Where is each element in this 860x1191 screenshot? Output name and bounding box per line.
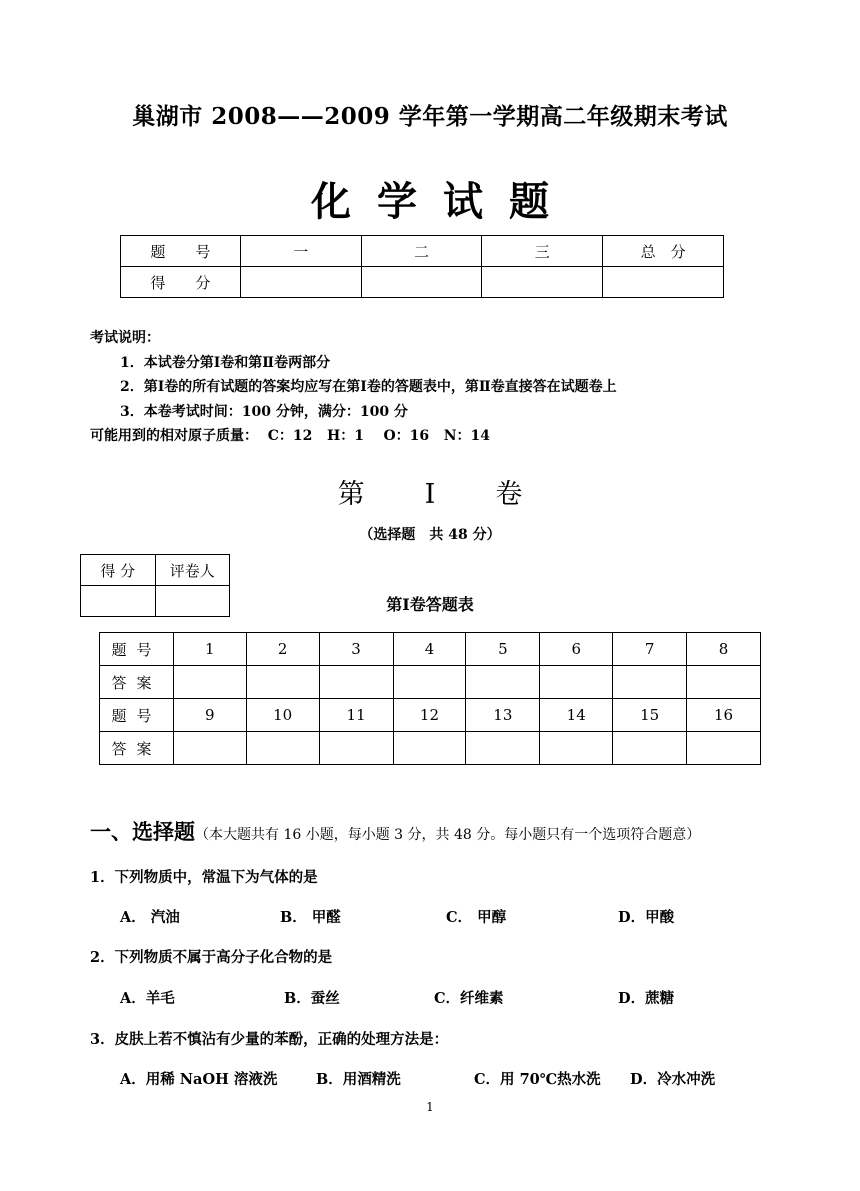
question-number-row (100, 699, 761, 732)
score-table-header-row (121, 236, 724, 267)
answer-cell[interactable] (540, 732, 613, 765)
note-item-2: 2．第Ⅰ卷的所有试题的答案均应写在第Ⅰ卷的答题表中，第Ⅱ卷直接答在试题卷上 (120, 379, 617, 395)
question-number-label: 题号 (100, 699, 174, 732)
score-cell-part-2[interactable] (361, 267, 482, 298)
score-header-part-2: 二 (361, 236, 482, 267)
note-item-3: 3．本卷考试时间：100 分钟，满分：100 分 (120, 403, 408, 420)
question-2-option-c[interactable]: C．纤维素 (434, 990, 504, 1007)
note-item-1: 1．本试卷分第Ⅰ卷和第Ⅱ卷两部分 (120, 354, 331, 371)
part-title-suffix: 卷 (495, 479, 523, 510)
part-title-numeral: I (424, 479, 436, 510)
question-number: 1 (173, 633, 246, 666)
atomic-mass-note: 可能用到的相对原子质量： C：12 H：1 O：16 N：14 (90, 428, 491, 444)
section-one-title: 一、选择题 (90, 820, 195, 844)
answer-cell[interactable] (613, 666, 687, 699)
score-cell-part-1[interactable] (240, 267, 361, 298)
question-number-label: 题号 (100, 633, 174, 666)
question-number: 13 (466, 699, 540, 732)
exam-title: 巢湖市 2008——2009 学年第一学期高二年级期末考试 (132, 103, 728, 130)
score-row-label: 得 分 (121, 267, 241, 298)
answer-cell[interactable] (173, 666, 246, 699)
section-one-note: （本大题共有 16 小题，每小题 3 分，共 48 分。每小题只有一个选项符合题意） (195, 827, 701, 843)
question-3-stem: 3．皮肤上若不慎沾有少量的苯酚，正确的处理方法是： (90, 1031, 449, 1048)
question-number: 10 (246, 699, 319, 732)
answer-cell[interactable] (246, 666, 319, 699)
notes-heading: 考试说明： (90, 330, 160, 346)
answer-cell[interactable] (687, 666, 761, 699)
part-title-prefix: 第 (337, 479, 365, 510)
question-1-option-d[interactable]: D．甲酸 (618, 909, 675, 926)
answer-table-title: 第Ⅰ卷答题表 (386, 595, 474, 614)
question-number: 3 (319, 633, 393, 666)
question-number: 15 (613, 699, 687, 732)
question-number: 7 (613, 633, 687, 666)
part-one-title (0, 472, 860, 511)
question-2-option-d[interactable]: D．蔗糖 (618, 990, 675, 1007)
score-table (120, 235, 724, 298)
part-one-subtitle: （选择题 共 48 分） (359, 527, 501, 543)
subject-title: 化学试题 (311, 178, 575, 225)
question-number-row (100, 633, 761, 666)
question-number: 5 (466, 633, 540, 666)
question-3-option-d[interactable]: D．冷水冲洗 (630, 1071, 716, 1088)
answer-row (100, 666, 761, 699)
answer-row (100, 732, 761, 765)
score-cell-part-3[interactable] (482, 267, 603, 298)
question-2-option-a[interactable]: A．羊毛 (120, 990, 175, 1007)
question-number: 9 (173, 699, 246, 732)
score-header-part-3: 三 (482, 236, 603, 267)
score-header-total: 总 分 (603, 236, 724, 267)
question-2-option-b[interactable]: B．蚕丝 (284, 990, 340, 1007)
question-1-option-b[interactable]: B． 甲醛 (280, 909, 341, 926)
score-cell-total[interactable] (603, 267, 724, 298)
answer-table (99, 632, 761, 765)
answer-cell[interactable] (319, 666, 393, 699)
question-1-option-c[interactable]: C． 甲醇 (446, 909, 507, 926)
question-number: 6 (540, 633, 613, 666)
answer-cell[interactable] (687, 732, 761, 765)
question-3-option-a[interactable]: A．用稀 NaOH 溶液洗 (120, 1071, 278, 1088)
answer-cell[interactable] (246, 732, 319, 765)
question-number: 14 (540, 699, 613, 732)
question-1-option-a[interactable]: A． 汽油 (120, 909, 180, 926)
grader-name-label: 评卷人 (155, 555, 230, 586)
grader-score-label: 得 分 (81, 555, 156, 586)
score-header-part-1: 一 (240, 236, 361, 267)
answer-cell[interactable] (393, 666, 466, 699)
answer-cell[interactable] (613, 732, 687, 765)
question-3-option-c[interactable]: C．用 70℃热水洗 (474, 1071, 601, 1088)
question-number: 4 (393, 633, 466, 666)
question-number: 8 (687, 633, 761, 666)
answer-cell[interactable] (173, 732, 246, 765)
exam-notes (90, 326, 617, 449)
answer-label: 答案 (100, 666, 174, 699)
section-one-heading (90, 816, 700, 846)
answer-cell[interactable] (466, 666, 540, 699)
question-number: 16 (687, 699, 761, 732)
answer-label: 答案 (100, 732, 174, 765)
page-number: 1 (426, 1100, 434, 1114)
question-number: 12 (393, 699, 466, 732)
answer-cell[interactable] (393, 732, 466, 765)
question-number: 11 (319, 699, 393, 732)
question-2-stem: 2．下列物质不属于高分子化合物的是 (90, 949, 333, 966)
score-header-label: 题 号 (121, 236, 241, 267)
question-number: 2 (246, 633, 319, 666)
score-table-score-row (121, 267, 724, 298)
question-3-option-b[interactable]: B．用酒精洗 (316, 1071, 401, 1088)
answer-cell[interactable] (466, 732, 540, 765)
answer-cell[interactable] (319, 732, 393, 765)
answer-cell[interactable] (540, 666, 613, 699)
question-1-stem: 1．下列物质中，常温下为气体的是 (90, 869, 318, 886)
